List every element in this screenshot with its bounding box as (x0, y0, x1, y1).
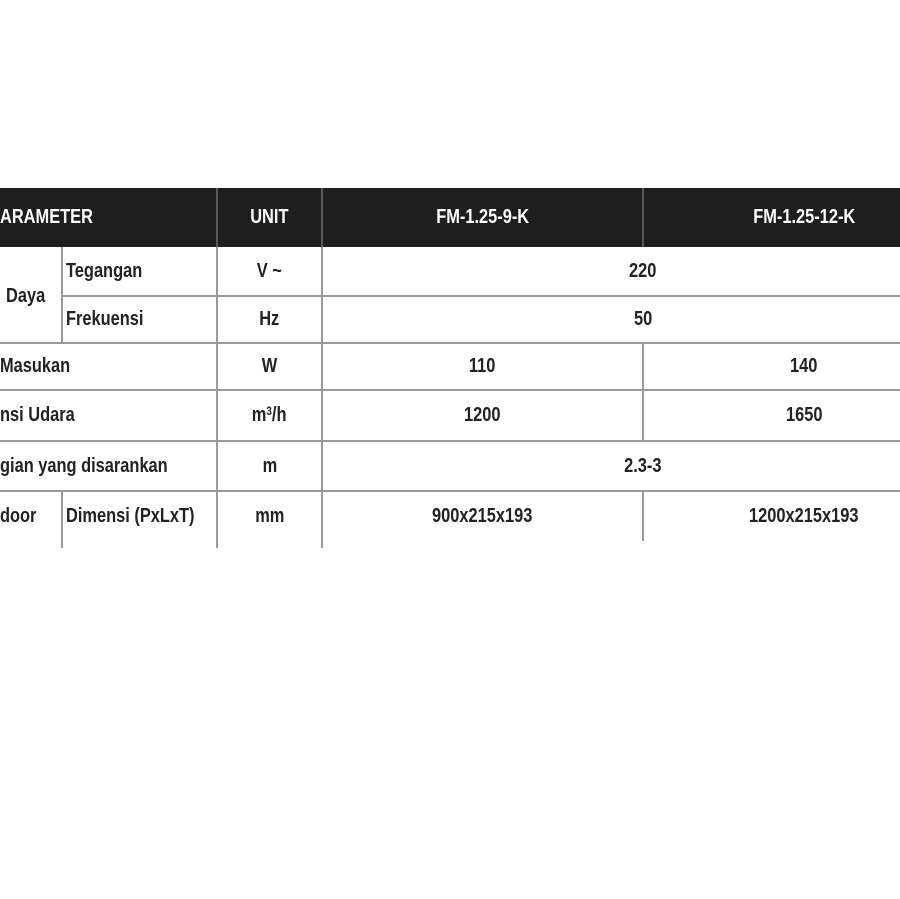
airflow-value-b: 1650 (785, 404, 823, 426)
dimension-label: Dimensi (PxLxT) (66, 504, 195, 527)
height-label: gian yang disarankan (0, 454, 168, 477)
dimension-unit: mm (254, 504, 285, 527)
airflow-unit: $m^3/h$ (252, 404, 287, 426)
header-model-b: FM-1.25-12-K (752, 206, 856, 228)
dimension-group-label: door (0, 504, 37, 527)
header-parameter: ARAMETER (0, 206, 93, 228)
header-unit: UNIT (250, 206, 289, 228)
height-unit: m (262, 454, 277, 477)
input-unit: W (261, 355, 278, 377)
input-value-a: 110 (469, 355, 496, 377)
frequency-unit: Hz (259, 308, 280, 330)
airflow-value-a: 1200 (464, 404, 501, 426)
frequency-value: 50 (633, 308, 653, 330)
dimension-value-a: 900x215x193 (432, 504, 533, 527)
airflow-label: nsi Udara (0, 404, 75, 426)
column-divider (61, 491, 63, 548)
power-group-label: Daya (6, 284, 46, 307)
input-label: Masukan (0, 355, 71, 377)
input-value-b: 140 (790, 355, 818, 377)
dimension-value-b: 1200x215x193 (749, 504, 859, 527)
voltage-value: 220 (629, 259, 657, 282)
voltage-unit: V ~ (256, 259, 283, 282)
header-model-a: FM-1.25-9-K (436, 206, 529, 228)
height-value: 2.3-3 (624, 454, 662, 477)
frequency-label: Frekuensi (66, 308, 144, 330)
voltage-label: Tegangan (66, 259, 143, 282)
